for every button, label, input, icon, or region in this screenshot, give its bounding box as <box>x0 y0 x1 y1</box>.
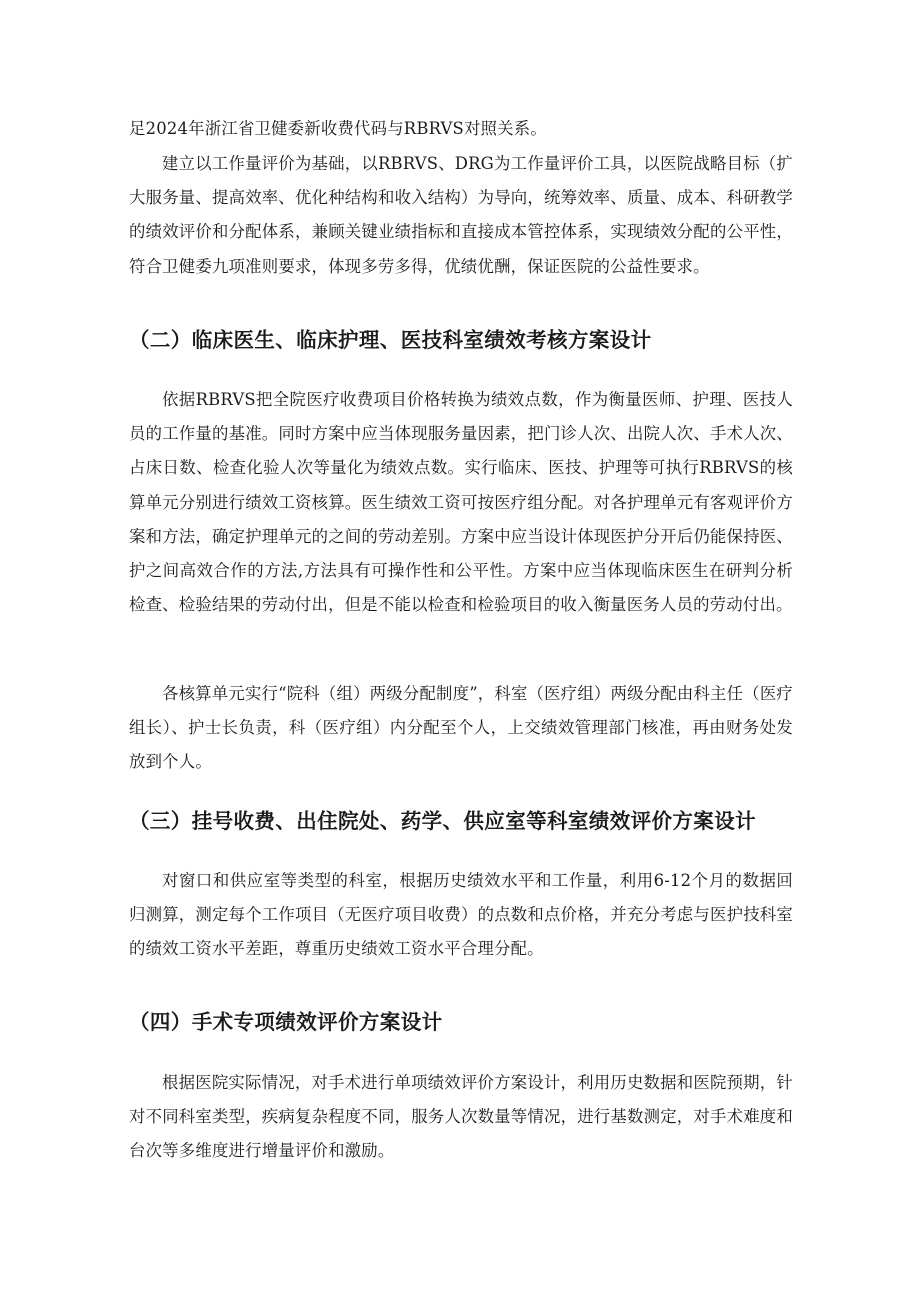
section-heading-4: （四）手术专项绩效评价方案设计 <box>129 1010 443 1034</box>
paragraph-evaluation-system: 建立以工作量评价为基础，以RBRVS、DRG为工作量评价工具，以医院战略目标（扩大服务量、提高效率、优化种结构和收入结构）为导向，统筹效率、质量、成本、科研教学的绩效评价和分配体系，兼顾关键业绩指标和直接成本管控体系，实现绩效分配的公平性，符合卫健委九项准则要求，体现多劳多得，优绩优酬，保证医院的公益性要求。 <box>129 154 793 276</box>
section-heading-2: （二）临床医生、临床护理、医技科室绩效考核方案设计 <box>129 328 652 352</box>
paragraph-surgery-special: 根据医院实际情况，对手术进行单项绩效评价方案设计，利用历史数据和医院预期，针对不同科室类型，疾病复杂程度不同，服务人次数量等情况，进行基数测定，对手术难度和台次等多维度进行增量评价和激励。 <box>129 1073 793 1161</box>
paragraph-rbrvs-clinical: 依据RBRVS把全院医疗收费项目价格转换为绩效点数，作为衡量医师、护理、医技人员的工作量的基准。同时方案中应当体现服务量因素，把门诊人次、出院人次、手术人次、占床日数、检查化验人次等量化为绩效点数。实行临床、医技、护理等可执行RBRVS的核算单元分别进行绩效工资核算。医生绩效工资可按医疗组分配。对各护理单元有客观评价方案和方法，确定护理单元的之间的劳动差别。方案中应当设计体现医护分开后仍能保持医、护之间高效合作的方法,方法具有可操作性和公平性。方案中应当体现临床医生在研判分析检查、检验结果的劳动付出，但是不能以检查和检验项目的收入衡量医务人员的劳动付出。 <box>129 390 793 615</box>
paragraph-two-level-distribution: 各核算单元实行“院科（组）两级分配制度”，科室（医疗组）两级分配由科主任（医疗组长）、护士长负责，科（医疗组）内分配至个人，上交绩效管理部门核准，再由财务处发放到个人。 <box>129 684 794 772</box>
section-heading-3: （三）挂号收费、出住院处、药学、供应室等科室绩效评价方案设计 <box>129 809 756 833</box>
paragraph-continuation: 足2024年浙江省卫健委新收费代码与RBRVS对照关系。 <box>129 119 547 138</box>
paragraph-window-departments: 对窗口和供应室等类型的科室，根据历史绩效水平和工作量，利用6-12个月的数据回归测算，测定每个工作项目（无医疗项目收费）的点数和点价格，并充分考虑与医护技科室的绩效工资水平差距，尊重历史绩效工资水平合理分配。 <box>129 871 793 959</box>
